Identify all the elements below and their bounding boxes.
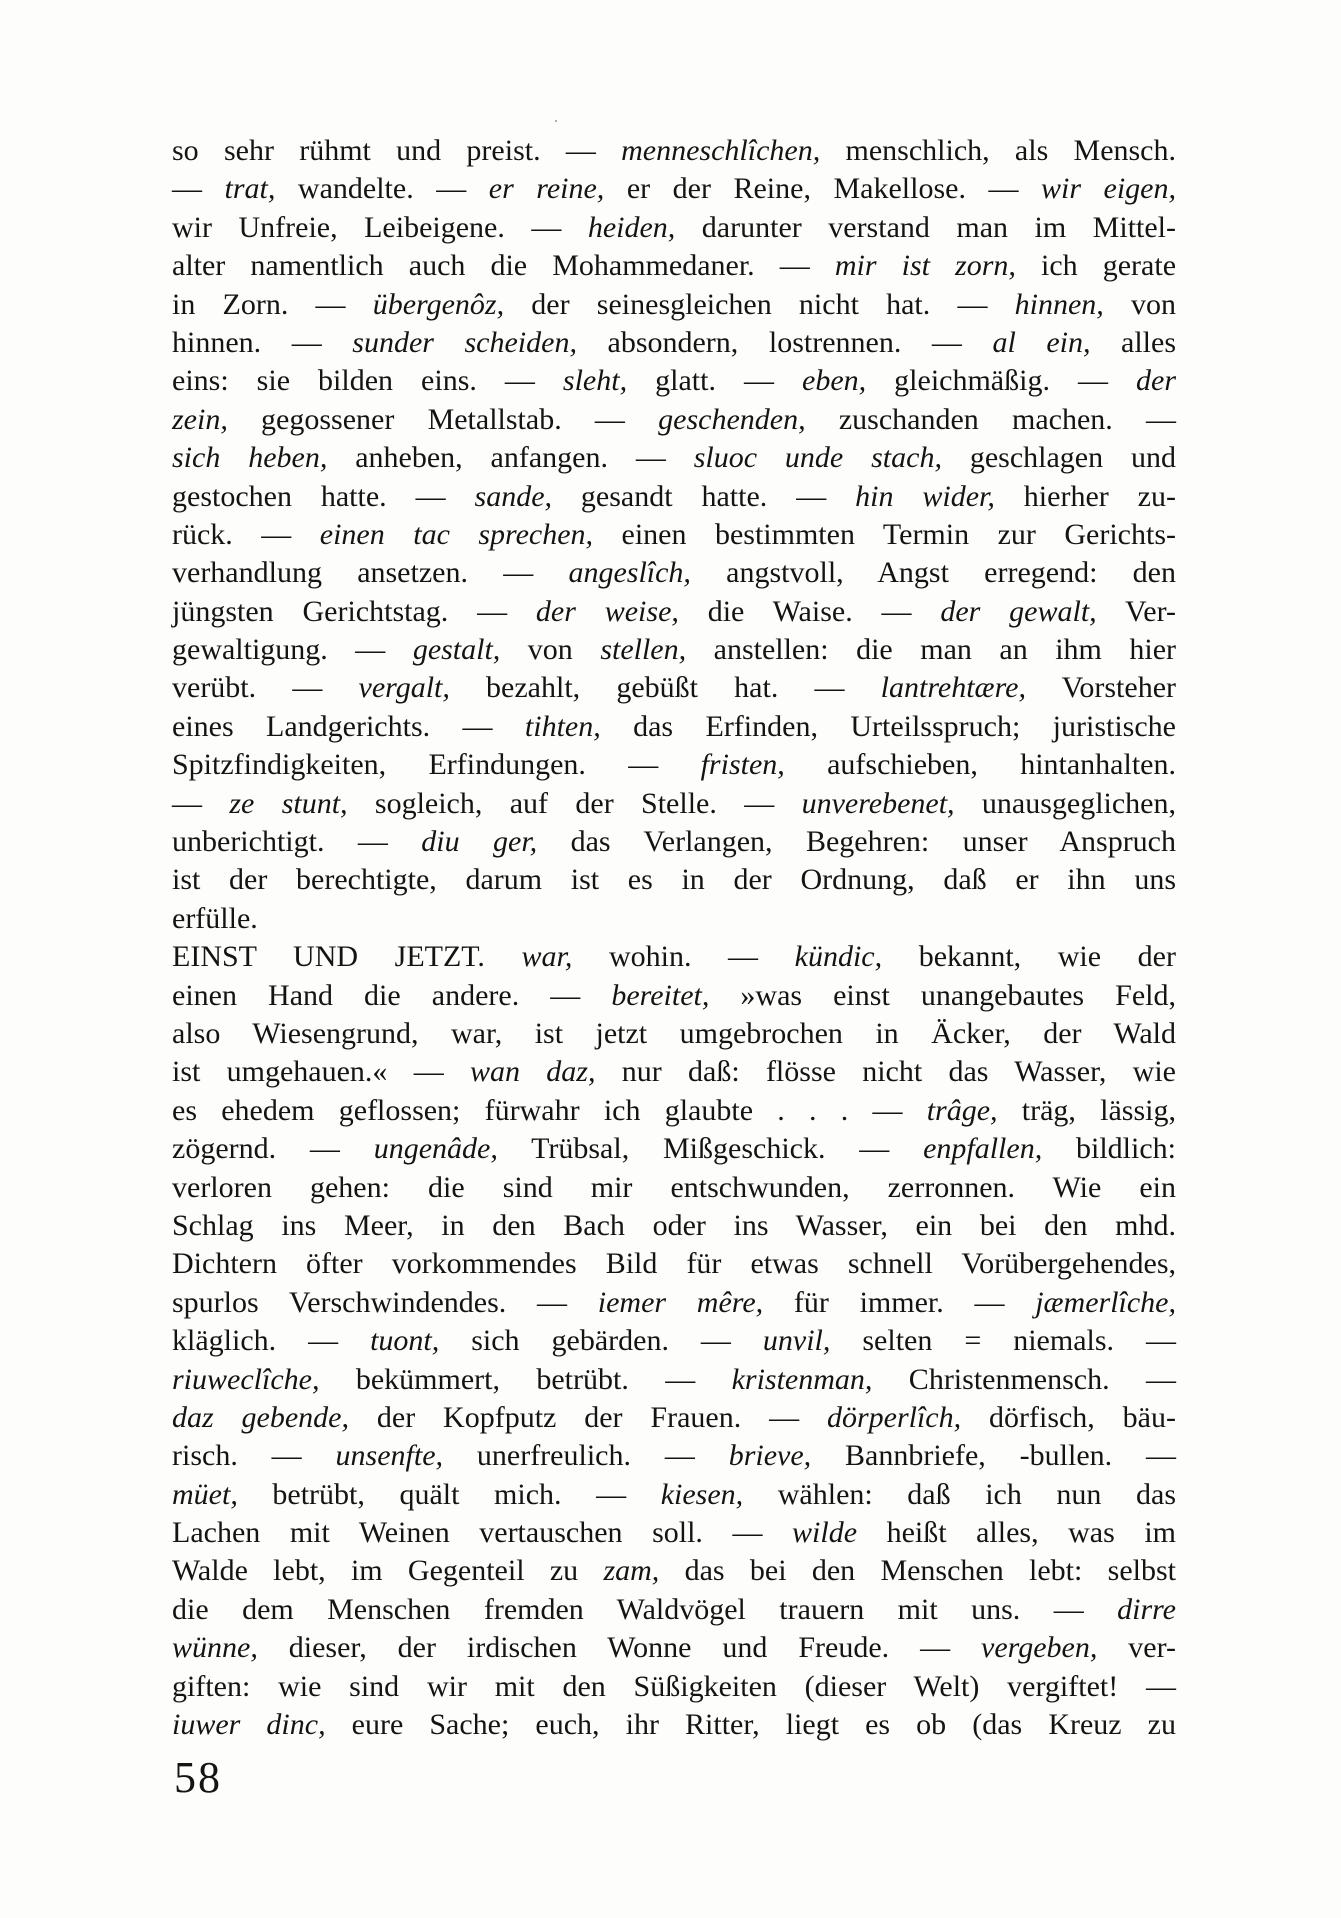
gloss-text: der Kopfputz der Frauen. — xyxy=(349,1400,827,1434)
gloss-text: unausgeglichen, xyxy=(954,786,1177,820)
text-line xyxy=(172,247,1176,285)
headword: einen tac sprechen, xyxy=(319,517,594,551)
text-line xyxy=(172,1130,1176,1168)
gloss-text: bezahlt, gebüßt hat. — xyxy=(449,671,881,705)
headword: al ein, xyxy=(992,325,1091,359)
headword: lantrehtære, xyxy=(880,671,1026,705)
headword: hin wider, xyxy=(855,479,995,513)
headword: gestalt, xyxy=(412,633,501,667)
gloss-text: ist der berechtigte, darum ist es in der Ordnung, daß er ihn uns xyxy=(172,863,1176,897)
text-line xyxy=(172,1322,1176,1360)
headword: wir eigen, xyxy=(1040,172,1176,206)
gloss-text: absondern, lostrennen. — xyxy=(576,325,993,359)
headword: der gewalt, xyxy=(940,594,1097,628)
gloss-text: giften: wie sind wir mit den Süßigkeiten (dieser Welt) vergiftet! — xyxy=(172,1669,1176,1703)
text-line xyxy=(172,1706,1176,1744)
gloss-text: anheben, anfangen. — xyxy=(327,441,694,475)
gloss-text: gegossener Metallstab. — xyxy=(227,402,659,436)
headword: der xyxy=(1136,364,1176,398)
text-line xyxy=(172,1284,1176,1322)
headword: unverebenet, xyxy=(801,786,955,820)
headword: ungenâde, xyxy=(373,1132,498,1166)
headword: müet, xyxy=(172,1477,238,1511)
text-line xyxy=(172,861,1176,899)
gloss-text: verhandlung ansetzen. — xyxy=(172,556,569,590)
text-line xyxy=(172,593,1176,631)
headword: er reine, xyxy=(488,172,605,206)
headword: daz gebende, xyxy=(172,1400,349,1434)
text-line xyxy=(172,746,1176,784)
headword: sluoc unde stach, xyxy=(693,441,942,475)
gloss-text: dieser, der irdischen Wonne und Freude. — xyxy=(257,1631,982,1665)
gloss-text: Schlag ins Meer, in den Bach oder ins Wasser, ein bei den mhd. xyxy=(172,1208,1176,1242)
headword: unvil, xyxy=(762,1324,831,1358)
gloss-text: einen bestimmten Termin zur Gerichts- xyxy=(593,517,1176,551)
text-line xyxy=(172,516,1176,554)
text-line xyxy=(172,132,1176,170)
text-line xyxy=(172,900,1176,938)
headword: tuont, xyxy=(370,1324,440,1358)
headword: bereitet, xyxy=(611,978,710,1012)
text-line xyxy=(172,669,1176,707)
gloss-text: — xyxy=(172,786,230,820)
gloss-text: menschlich, als Mensch. xyxy=(820,134,1176,167)
gloss-text: unerfreulich. — xyxy=(443,1439,729,1473)
gloss-text: für immer. — xyxy=(763,1285,1036,1319)
headword: mir ist zorn, xyxy=(834,249,1016,283)
gloss-text: spurlos Verschwindendes. — xyxy=(172,1285,598,1319)
gloss-text: EINST UND JETZT. xyxy=(172,940,522,974)
text-line xyxy=(172,209,1176,247)
gloss-text: Spitzfindigkeiten, Erfindungen. — xyxy=(172,748,701,782)
gloss-text: »was einst unangebautes Feld, xyxy=(709,978,1176,1012)
gloss-text: er der Reine, Makellose. — xyxy=(604,172,1041,206)
headword: war, xyxy=(521,940,573,974)
headword: diu ger, xyxy=(421,825,538,859)
gloss-text: verloren gehen: die sind mir entschwunden, zerronnen. Wie ein xyxy=(172,1170,1176,1204)
gloss-text: bekümmert, betrübt. — xyxy=(319,1362,732,1396)
gloss-text: also Wiesengrund, war, ist jetzt umgebrochen in Äcker, der Wald xyxy=(172,1016,1176,1050)
gloss-text: angstvoll, Angst erregend: den xyxy=(690,556,1176,590)
gloss-text: eure Sache; euch, ihr Ritter, liegt es ob (das Kreuz zu xyxy=(325,1708,1176,1742)
gloss-text: Walde lebt, im Gegenteil zu xyxy=(172,1554,604,1588)
gloss-text: Ver- xyxy=(1096,594,1176,628)
headword: sleht, xyxy=(562,364,628,398)
headword: tihten, xyxy=(524,709,601,743)
gloss-text: gestochen hatte. — xyxy=(172,479,475,513)
headword: iuwer dinc, xyxy=(172,1708,326,1742)
gloss-text: Dichtern öfter vorkommendes Bild für etwas schnell Vorübergehendes, xyxy=(172,1247,1176,1281)
gloss-text: glatt. — xyxy=(627,364,802,398)
gloss-text: träg, lässig, xyxy=(997,1093,1176,1127)
text-line xyxy=(172,1552,1176,1590)
gloss-text: dörfisch, bäu- xyxy=(961,1400,1176,1434)
headword: enpfallen, xyxy=(923,1132,1043,1166)
headword: wan daz, xyxy=(469,1055,596,1089)
gloss-text: jüngsten Gerichtstag. — xyxy=(172,594,536,628)
headword: zam, xyxy=(603,1554,660,1588)
gloss-text: risch. — xyxy=(172,1439,336,1473)
glossary-text-block xyxy=(172,132,1176,1744)
gloss-text: das bei den Menschen lebt: selbst xyxy=(659,1554,1176,1588)
gloss-text: alter namentlich auch die Mohammedaner. — xyxy=(172,249,835,283)
text-line xyxy=(172,823,1176,861)
gloss-text: — xyxy=(172,172,225,206)
gloss-text: in Zorn. — xyxy=(172,287,373,321)
gloss-text: unberichtigt. — xyxy=(172,825,422,859)
gloss-text: einen Hand die andere. — xyxy=(172,978,612,1012)
gloss-text: die Waise. — xyxy=(678,594,941,628)
gloss-text: so sehr rühmt und preist. — xyxy=(172,134,622,167)
text-line xyxy=(172,1399,1176,1437)
headword: eben, xyxy=(802,364,867,398)
gloss-text: hinnen. — xyxy=(172,325,353,359)
gloss-text: Christenmensch. — xyxy=(872,1362,1176,1396)
headword: geschenden, xyxy=(658,402,806,436)
gloss-text: rück. — xyxy=(172,517,320,551)
gloss-text: gleichmäßig. — xyxy=(866,364,1136,398)
text-line xyxy=(172,1476,1176,1514)
text-line xyxy=(172,401,1176,439)
gloss-text: betrübt, quält mich. — xyxy=(237,1477,661,1511)
headword: jæmerlîche, xyxy=(1035,1285,1176,1319)
scan-speck xyxy=(555,120,557,122)
text-line xyxy=(172,1207,1176,1245)
headword: kündic, xyxy=(794,940,883,974)
gloss-text: von xyxy=(500,633,601,667)
text-line xyxy=(172,1629,1176,1667)
gloss-text: wir Unfreie, Leibeigene. — xyxy=(172,210,588,244)
gloss-text: zögernd. — xyxy=(172,1132,374,1166)
gloss-text: wohin. — xyxy=(572,940,795,974)
headword: unsenfte, xyxy=(335,1439,444,1473)
text-line xyxy=(172,478,1176,516)
gloss-text: bildlich: xyxy=(1042,1132,1176,1166)
gloss-text: ist umgehauen.« — xyxy=(172,1055,470,1089)
headword: fristen, xyxy=(700,748,785,782)
gloss-text: sich gebärden. — xyxy=(439,1324,763,1358)
headword: wilde xyxy=(792,1516,858,1550)
text-line xyxy=(172,1668,1176,1706)
gloss-text: alles xyxy=(1090,325,1177,359)
headword: menneschlîchen, xyxy=(621,134,821,167)
text-line xyxy=(172,1361,1176,1399)
text-line xyxy=(172,170,1176,208)
headword: riuweclîche, xyxy=(172,1362,320,1396)
gloss-text: nur daß: flösse nicht das Wasser, wie xyxy=(595,1055,1176,1089)
gloss-text: heißt alles, was im xyxy=(857,1516,1176,1550)
headword: übergenôz, xyxy=(372,287,505,321)
gloss-text: gesandt hatte. — xyxy=(552,479,856,513)
gloss-text: kläglich. — xyxy=(172,1324,371,1358)
page-number: 58 xyxy=(174,1753,222,1802)
gloss-text: die dem Menschen fremden Waldvögel trauern mit uns. — xyxy=(172,1592,1118,1626)
gloss-text: Vorsteher xyxy=(1025,671,1177,705)
headword: dirre xyxy=(1117,1592,1176,1626)
headword: heiden, xyxy=(587,210,676,244)
text-line xyxy=(172,1437,1176,1475)
text-line xyxy=(172,1169,1176,1207)
headword: sich heben, xyxy=(172,441,328,475)
text-line xyxy=(172,1015,1176,1053)
text-line xyxy=(172,1591,1176,1629)
gloss-text: Trübsal, Mißgeschick. — xyxy=(497,1132,924,1166)
text-line xyxy=(172,1092,1176,1130)
gloss-text: der seinesgleichen nicht hat. — xyxy=(504,287,1015,321)
gloss-text: es ehedem geflossen; fürwahr ich glaubte . . . — xyxy=(172,1093,927,1127)
headword: sande, xyxy=(474,479,553,513)
headword: trat, xyxy=(224,172,276,206)
gloss-text: selten = niemals. — xyxy=(830,1324,1176,1358)
gloss-text: gewaltigung. — xyxy=(172,633,413,667)
gloss-text: darunter verstand man im Mittel- xyxy=(675,210,1177,244)
text-line xyxy=(172,785,1176,823)
text-line xyxy=(172,977,1176,1015)
gloss-text: ich gerate xyxy=(1015,249,1177,283)
gloss-text: wählen: daß ich nun das xyxy=(743,1477,1177,1511)
gloss-text: anstellen: die man an ihm hier xyxy=(686,633,1177,667)
headword: iemer mêre, xyxy=(597,1285,764,1319)
text-line xyxy=(172,938,1176,976)
gloss-text: Lachen mit Weinen vertauschen soll. — xyxy=(172,1516,793,1550)
gloss-text: das Erfinden, Urteilsspruch; juristische xyxy=(600,709,1176,743)
headword: trâge, xyxy=(926,1093,998,1127)
gloss-text: eines Landgerichts. — xyxy=(172,709,525,743)
gloss-text: ver- xyxy=(1097,1631,1176,1665)
headword: der weise, xyxy=(535,594,679,628)
gloss-text: hierher zu- xyxy=(994,479,1176,513)
text-line xyxy=(172,439,1176,477)
headword: brieve, xyxy=(728,1439,812,1473)
headword: stellen, xyxy=(600,633,687,667)
gloss-text: sogleich, auf der Stelle. — xyxy=(347,786,802,820)
headword: ze stunt, xyxy=(229,786,348,820)
headword: kiesen, xyxy=(660,1477,744,1511)
gloss-text: das Verlangen, Begehren: unser Anspruch xyxy=(537,825,1176,859)
gloss-text: geschlagen und xyxy=(941,441,1176,475)
gloss-text: zuschanden machen. — xyxy=(805,402,1177,436)
headword: zein, xyxy=(172,402,228,436)
gloss-text: erfülle. xyxy=(172,901,258,935)
gloss-text: eins: sie bilden eins. — xyxy=(172,364,563,398)
gloss-text: von xyxy=(1103,287,1177,321)
text-line xyxy=(172,362,1176,400)
headword: angeslîch, xyxy=(568,556,691,590)
text-line xyxy=(172,708,1176,746)
gloss-text: Bannbriefe, -bullen. — xyxy=(811,1439,1176,1473)
gloss-text: bekannt, wie der xyxy=(882,940,1176,974)
headword: hinnen, xyxy=(1014,287,1104,321)
gloss-text: verübt. — xyxy=(172,671,359,705)
headword: kristenman, xyxy=(731,1362,873,1396)
text-line xyxy=(172,324,1176,362)
text-line xyxy=(172,631,1176,669)
headword: vergalt, xyxy=(358,671,450,705)
headword: sunder scheiden, xyxy=(352,325,577,359)
headword: vergeben, xyxy=(981,1631,1098,1665)
text-line xyxy=(172,1245,1176,1283)
text-line xyxy=(172,1053,1176,1091)
text-line xyxy=(172,554,1176,592)
headword: wünne, xyxy=(172,1631,258,1665)
gloss-text: wandelte. — xyxy=(275,172,489,206)
headword: dörperlîch, xyxy=(826,1400,962,1434)
text-line xyxy=(172,286,1176,324)
gloss-text: aufschieben, hintanhalten. xyxy=(784,748,1176,782)
text-line xyxy=(172,1514,1176,1552)
